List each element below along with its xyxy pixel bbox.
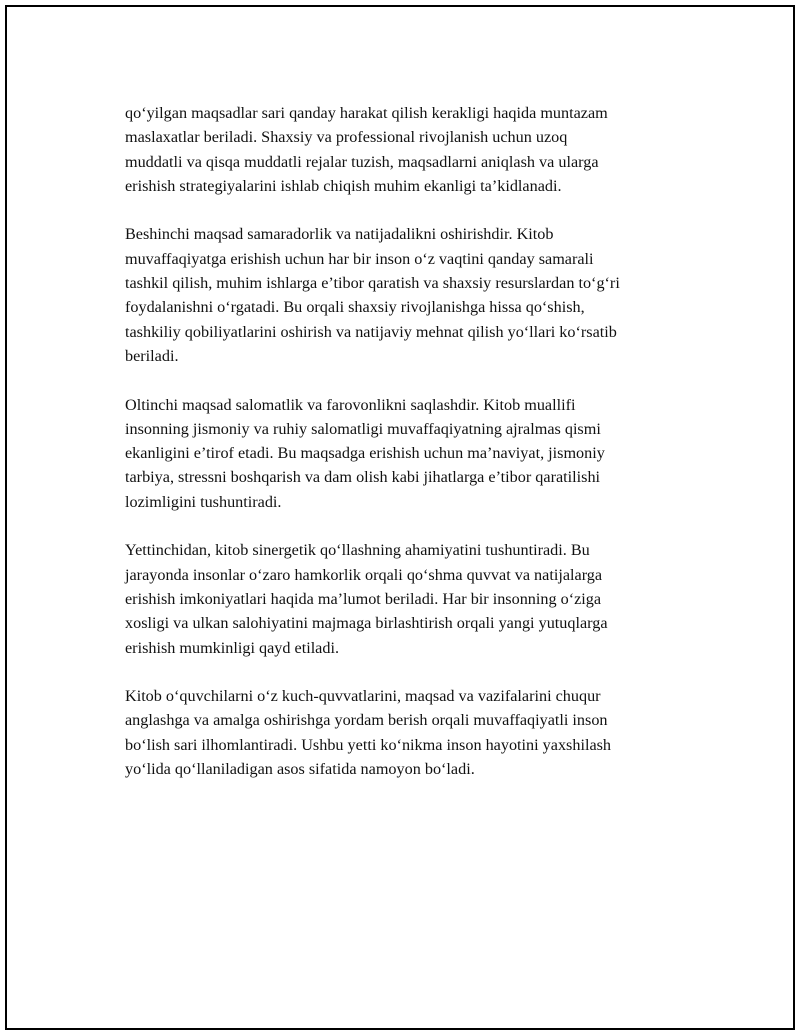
text-line: qo‘yilgan maqsadlar sari qanday harakat qilish kerakligi haqida muntazam <box>125 104 608 122</box>
text-line: Yettinchidan, kitob sinergetik qo‘llashning ahamiyatini tushuntiradi. Bu <box>125 541 590 560</box>
text-line: erishish mumkinligi qayd etiladi. <box>125 638 340 657</box>
paragraph <box>125 101 700 198</box>
document-body <box>125 101 700 806</box>
text-line: Beshinchi maqsad samaradorlik va natijadalikni oshirishdir. Kitob <box>125 225 554 244</box>
text-line: tashkil qilish, muhim ishlarga e’tibor qaratish va shaxsiy resurslardan to‘g‘ri <box>125 274 620 293</box>
text-line: maslaxatlar beriladi. Shaxsiy va professional rivojlanish uchun uzoq <box>125 128 568 147</box>
text-line: muddatli va qisqa muddatli rejalar tuzish, maqsadlarni aniqlash va ularga <box>125 152 599 171</box>
paragraph <box>125 222 700 368</box>
text-line: xosligi va ulkan salohiyatini majmaga birlashtirish orqali yangi yutuqlarga <box>125 614 608 633</box>
text-line: Kitob o‘quvchilarni o‘z kuch-quvvatlarini, maqsad va vazifalarini chuqur <box>125 687 601 706</box>
text-line: jarayonda insonlar o‘zaro hamkorlik orqali qo‘shma quvvat va natijalarga <box>125 565 603 584</box>
text-line: bo‘lish sari ilhomlantiradi. Ushbu yetti ko‘nikma inson hayotini yaxshilash <box>125 735 612 754</box>
paragraph <box>125 538 700 659</box>
paragraph <box>125 393 700 514</box>
text-line: erishish strategiyalarini ishlab chiqish muhim ekanligi ta’kidlanadi. <box>125 176 562 195</box>
text-line: beriladi. <box>125 346 179 365</box>
text-line: ekanligini e’tirof etadi. Bu maqsadga erishish uchun ma’naviyat, jismoniy <box>125 444 605 463</box>
text-line: tashkiliy qobiliyatlarini oshirish va natijaviy mehnat qilish yo‘llari ko‘rsatib <box>125 322 617 341</box>
text-line: foydalanishni o‘rgatadi. Bu orqali shaxsiy rivojlanishga hissa qo‘shish, <box>125 298 585 317</box>
text-line: insonning jismoniy va ruhiy salomatligi muvaffaqiyatning ajralmas qismi <box>125 419 601 438</box>
page-frame <box>5 5 795 1030</box>
text-line: muvaffaqiyatga erishish uchun har bir inson o‘z vaqtini qanday samarali <box>125 249 594 268</box>
text-line: erishish imkoniyatlari haqida ma’lumot beriladi. Har bir insonning o‘ziga <box>125 589 602 608</box>
text-line: Oltinchi maqsad salomatlik va farovonlikni saqlashdir. Kitob muallifi <box>125 395 576 414</box>
text-line: anglashga va amalga oshirishga yordam berish orqali muvaffaqiyatli inson <box>125 711 608 730</box>
paragraph <box>125 684 700 781</box>
text-line: yo‘lida qo‘llaniladigan asos sifatida namoyon bo‘ladi. <box>125 760 475 779</box>
text-line: lozimligini tushuntiradi. <box>125 492 282 511</box>
text-line: tarbiya, stressni boshqarish va dam olish kabi jihatlarga e’tibor qaratilishi <box>125 468 601 487</box>
